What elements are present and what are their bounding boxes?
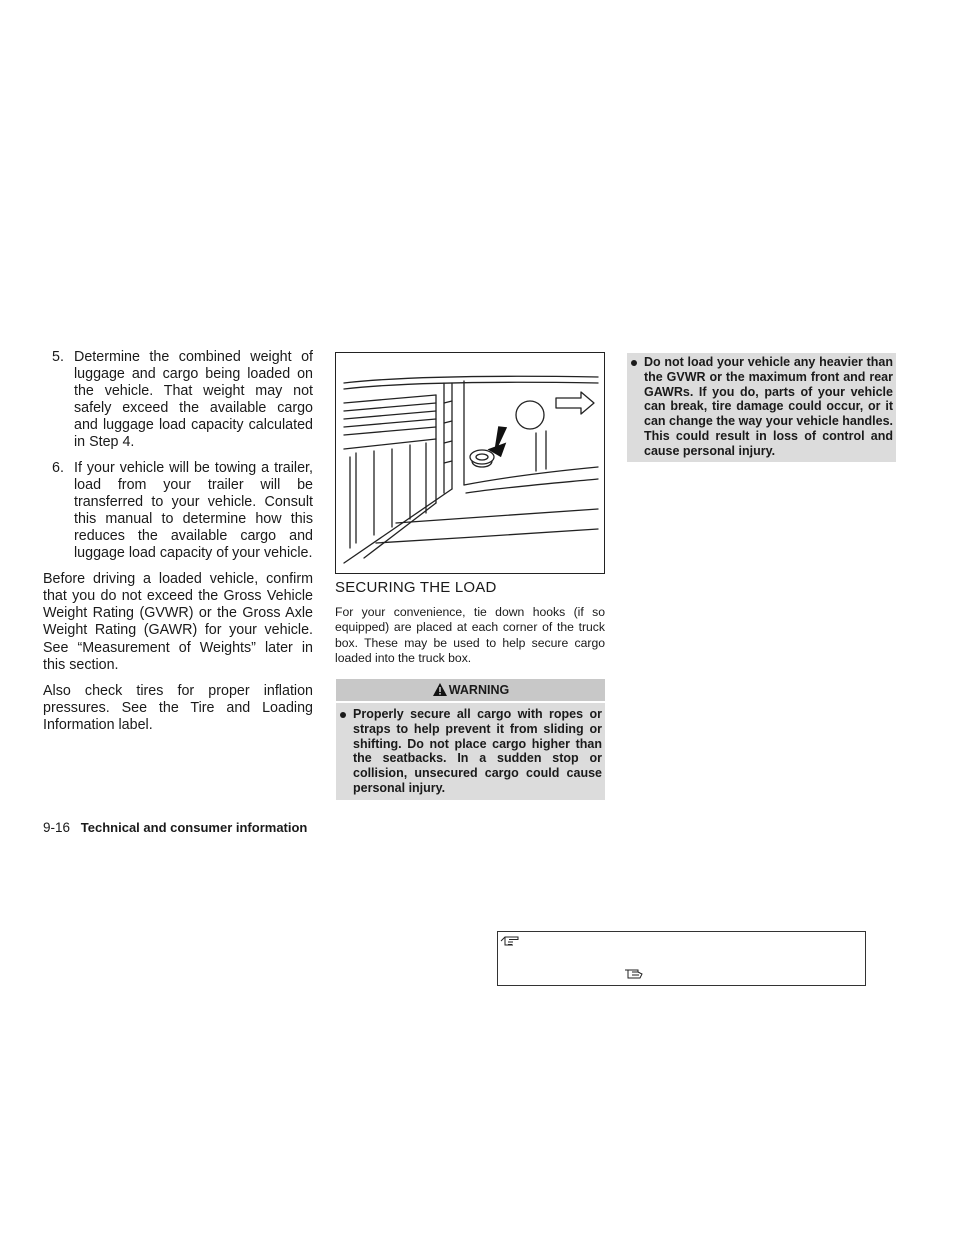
warning-header bbox=[336, 679, 605, 701]
page-number: 9-16 bbox=[43, 820, 71, 835]
step-list bbox=[43, 349, 313, 562]
warning-continued-box bbox=[627, 353, 896, 462]
step-text: If your vehicle will be towing a trailer, load from your trailer will be transferred to your vehicle. Consult this manual to determine how this reduces the available cargo and luggage load capacity of your vehicle. bbox=[74, 459, 313, 562]
section-body: For your convenience, tie down hooks (if so equipped) are placed at each corner of the truck box. These may be used to help secure cargo loaded into the truck box. bbox=[335, 605, 605, 666]
list-item bbox=[43, 460, 313, 563]
warning-triangle-icon bbox=[432, 682, 448, 697]
warning-body bbox=[336, 703, 605, 800]
warning-text: Properly secure all cargo with ropes or straps to help prevent it from sliding or shifting. Do not place cargo higher than the seatbacks. In a sudden stop or collision, unsecured cargo could cause personal injury. bbox=[353, 707, 602, 795]
left-column bbox=[43, 349, 313, 743]
truck-box-figure bbox=[335, 352, 605, 574]
list-item bbox=[340, 707, 602, 796]
bullet-icon bbox=[631, 360, 637, 366]
warning-body bbox=[627, 353, 896, 462]
list-item bbox=[43, 349, 313, 452]
list-item bbox=[631, 355, 893, 459]
warning-text: Do not load your vehicle any heavier than the GVWR or the maximum front and rear GAWRs. If you do, parts of your vehicle can break, tire damage could occur, or it can change the way your vehicle handles. This could result in loss of control and cause personal injury. bbox=[644, 355, 893, 458]
step-number: 5. bbox=[52, 349, 64, 365]
pointing-hand-icon bbox=[500, 934, 520, 948]
paragraph-tires: Also check tires for proper inflation pressures. See the Tire and Loading Information label. bbox=[43, 682, 313, 733]
step-text: Determine the combined weight of luggage and cargo being loaded on the vehicle. That weight may not safely exceed the available cargo and luggage load capacity calculated in Step 4. bbox=[74, 349, 313, 451]
page-footer bbox=[43, 820, 307, 835]
paragraph-gvwr: Before driving a loaded vehicle, confirm that you do not exceed the Gross Vehicle Weight Rating (GVWR) or the Gross Axle Weight Rating (GAWR) for your vehicle. See “Measurement of Weights” later in this section. bbox=[43, 571, 313, 673]
section-heading: SECURING THE LOAD bbox=[335, 579, 497, 596]
step-number: 6. bbox=[52, 459, 64, 476]
warning-label: WARNING bbox=[448, 683, 510, 697]
warning-box bbox=[336, 679, 605, 800]
tie-down-hook-illustration bbox=[336, 353, 604, 573]
pointing-hand-icon bbox=[624, 966, 644, 980]
bullet-icon bbox=[340, 712, 346, 718]
chapter-title: Technical and consumer information bbox=[80, 820, 308, 835]
note-box bbox=[497, 931, 866, 986]
